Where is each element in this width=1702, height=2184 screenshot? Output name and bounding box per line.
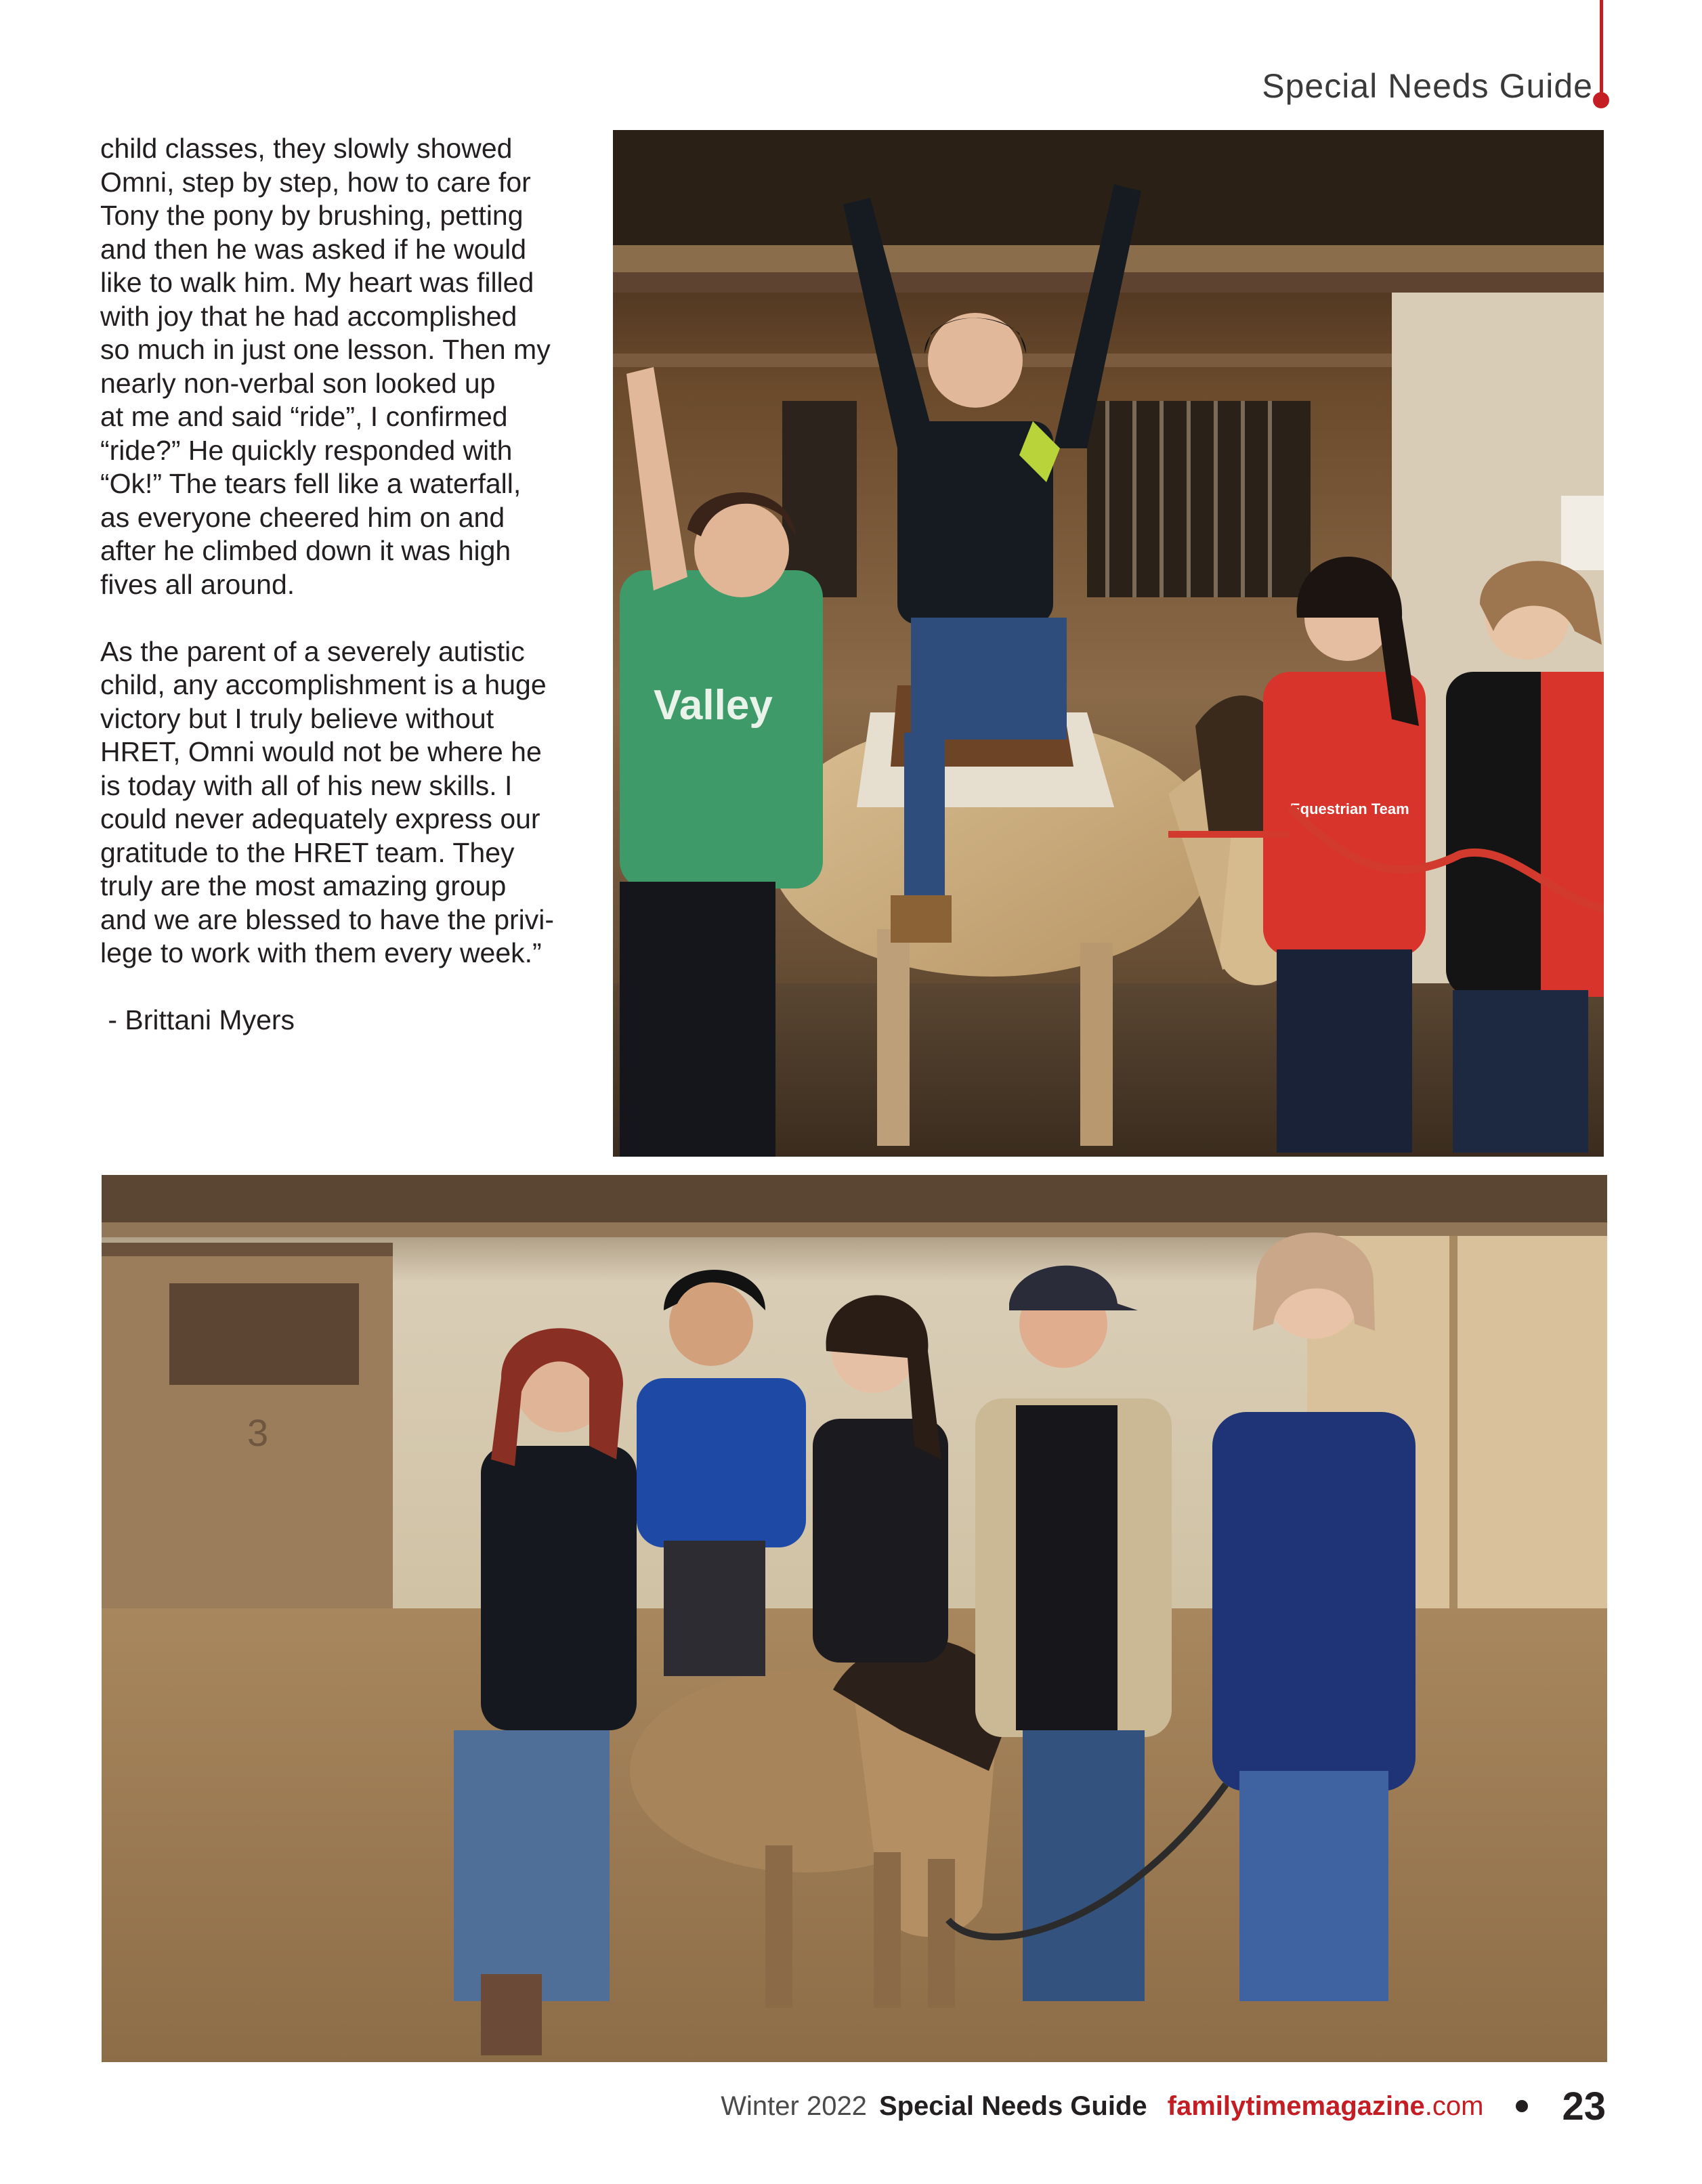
page-number: 23 xyxy=(1562,2084,1606,2128)
section-title: Special Needs Guide xyxy=(1262,67,1593,105)
text-line: and then he was asked if he would xyxy=(100,233,527,265)
text-line: nearly non-verbal son looked up xyxy=(100,367,496,399)
footer-bullet xyxy=(1516,2100,1528,2112)
text-line: “Ok!” The tears fell like a waterfall, xyxy=(100,468,522,499)
text-line: fives all around. xyxy=(100,568,295,600)
text-line: gratitude to the HRET team. They xyxy=(100,836,515,868)
article-attribution: - Brittani Myers xyxy=(100,1004,295,1035)
paragraph-gap xyxy=(100,601,588,635)
text-line: victory but I truly believe without xyxy=(100,702,494,734)
text-line: like to walk him. My heart was filled xyxy=(100,267,534,298)
footer-site-part1: familytime xyxy=(1167,2091,1302,2121)
text-line: Tony the pony by brushing, petting xyxy=(100,200,524,231)
footer-website-link[interactable] xyxy=(1168,2091,1484,2122)
footer-guide-name: Special Needs Guide xyxy=(878,2091,1147,2121)
text-line: and we are blessed to have the privi- xyxy=(100,903,555,935)
footer-season: Winter 2022 xyxy=(721,2091,867,2121)
text-line: truly are the most amazing group xyxy=(100,870,507,901)
text-line: after he climbed down it was high xyxy=(100,535,511,566)
text-line: as everyone cheered him on and xyxy=(100,501,505,533)
article-paragraph-1 xyxy=(100,132,588,601)
text-line: HRET, Omni would not be where he xyxy=(100,736,542,767)
stall-number-text: 3 xyxy=(247,1411,269,1454)
jacket-equestrian-text: Equestrian Team xyxy=(1290,800,1409,817)
photo-group-with-pony xyxy=(102,1175,1607,2062)
text-line: with joy that he had accomplished xyxy=(100,300,517,332)
article-body xyxy=(100,132,588,1037)
article-paragraph-2 xyxy=(100,635,588,970)
page-footer xyxy=(721,2082,1606,2130)
footer-site-part3: .com xyxy=(1424,2091,1484,2121)
text-line: so much in just one lesson. Then my xyxy=(100,334,551,365)
text-line: child classes, they slowly showed xyxy=(100,133,513,164)
text-line: As the parent of a severely autistic xyxy=(100,635,525,667)
paragraph-gap xyxy=(100,970,588,1004)
photo-boy-riding-horse xyxy=(613,130,1604,1157)
text-line: could never adequately express our xyxy=(100,803,540,834)
text-line: at me and said “ride”, I confirmed xyxy=(100,401,508,432)
text-line: lege to work with them every week.” xyxy=(100,937,542,968)
shirt-valley-text: Valley xyxy=(654,682,773,729)
text-line: “ride?” He quickly responded with xyxy=(100,434,513,466)
header-accent-line xyxy=(1600,0,1603,98)
footer-site-part2: magazine xyxy=(1301,2091,1425,2121)
text-line: Omni, step by step, how to care for xyxy=(100,166,531,198)
header-accent-dot xyxy=(1593,92,1609,108)
text-line: is today with all of his new skills. I xyxy=(100,769,513,801)
text-line: child, any accomplishment is a huge xyxy=(100,669,547,700)
